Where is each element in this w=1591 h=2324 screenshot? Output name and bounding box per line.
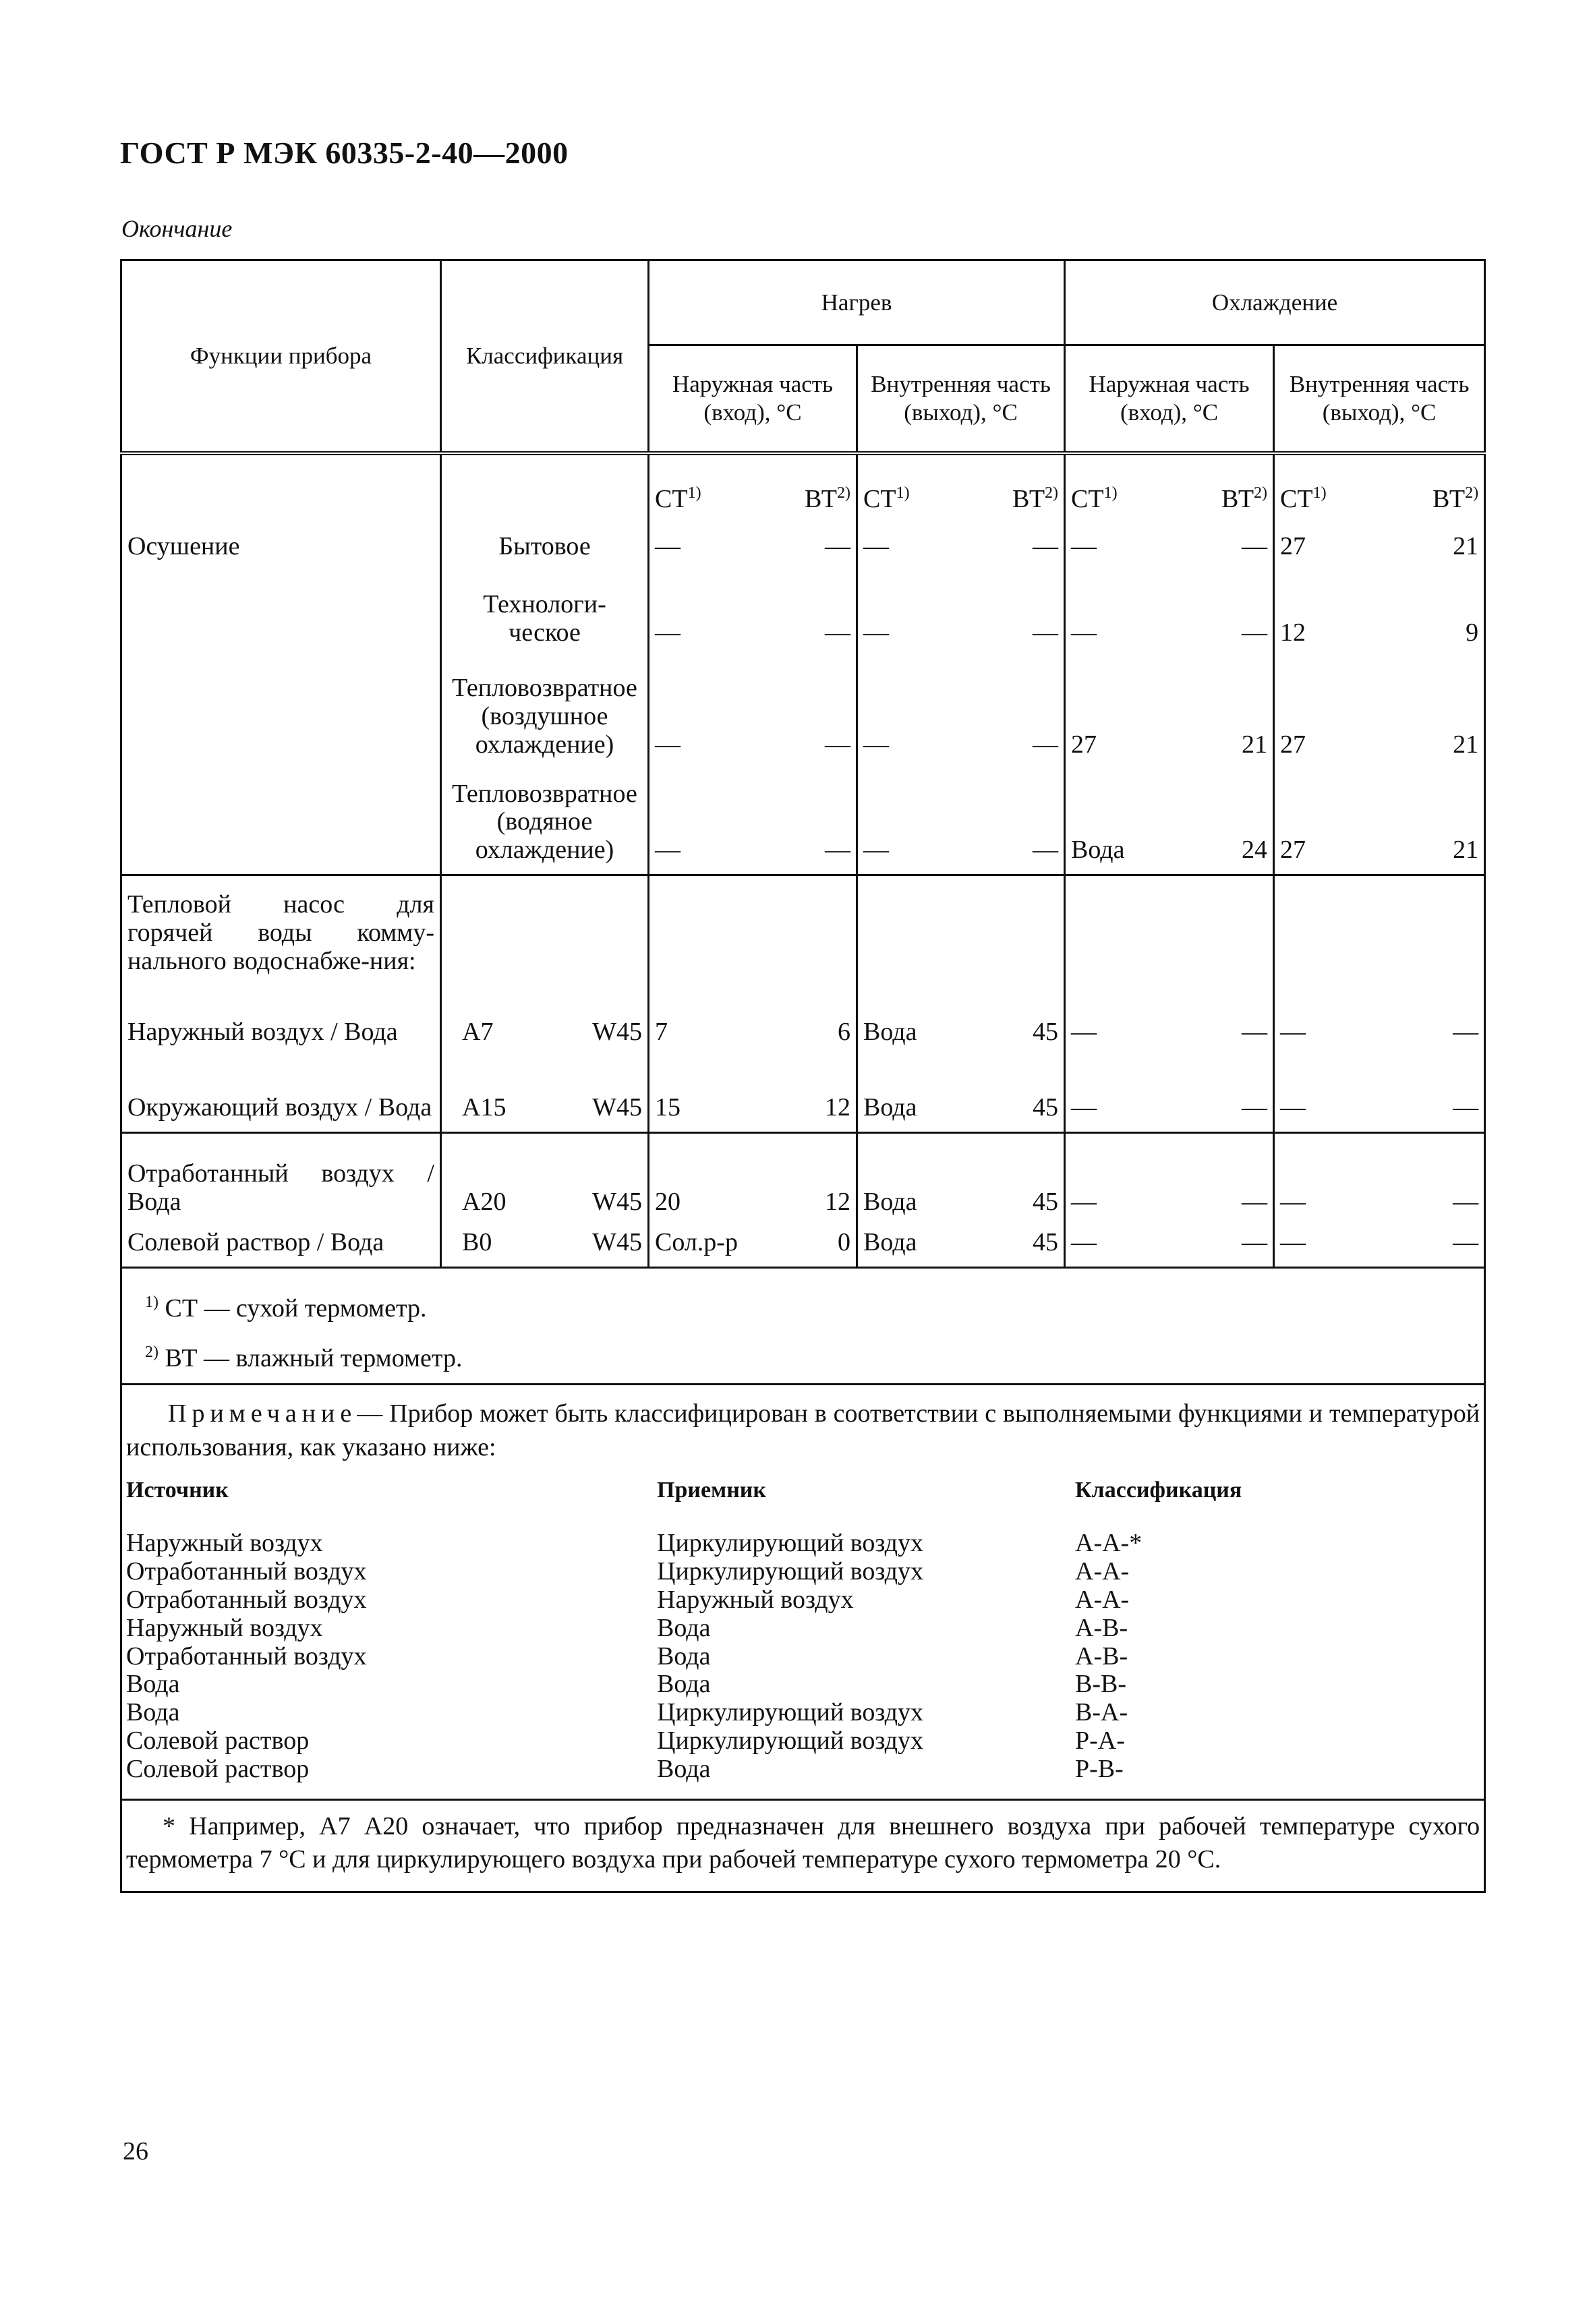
empty-cell <box>1274 875 1378 1004</box>
list-item: Солевой раствор <box>126 1754 310 1783</box>
wet-bulb-label: ВТ$^{2)}$ <box>1378 453 1485 514</box>
list-item: В-А- <box>1075 1698 1128 1727</box>
value-cell: 21 <box>1169 647 1274 759</box>
list-item: Вода <box>657 1754 711 1783</box>
dash: — <box>1169 1133 1274 1217</box>
column-classification: Классификация <box>1075 1477 1242 1503</box>
header-heating-indoor: Внутренняя часть (выход), °С <box>857 345 1065 453</box>
value-cell: 45 <box>961 1004 1065 1047</box>
value-cell: Вода <box>857 1133 961 1217</box>
list-item: Вода <box>657 1642 711 1671</box>
value-cell: Сол.р-р <box>649 1217 753 1268</box>
dash: — <box>961 561 1065 647</box>
classification-heat-recovery-air: Тепловозвратное (воздушное охлаждение) <box>441 647 649 759</box>
list-item: Вода <box>126 1670 180 1699</box>
heat-pump-row-name: Отработанный воздух / Вода <box>121 1133 441 1217</box>
value-cell: 12 <box>753 1047 857 1133</box>
dash: — <box>1274 1047 1378 1133</box>
dash: — <box>1169 1047 1274 1133</box>
empty-cell <box>753 875 857 1004</box>
list-item: Циркулирующий воздух <box>657 1726 923 1755</box>
wet-bulb-label: ВТ$^{2)}$ <box>961 453 1065 514</box>
heat-pump-row-name: Солевой раствор / Вода <box>121 1217 441 1268</box>
footnote-2: $^{2)}$ ВТ — влажный термометр. <box>145 1343 463 1373</box>
empty-cell <box>1169 875 1274 1004</box>
value-cell: 0 <box>753 1217 857 1268</box>
page-number: 26 <box>123 2137 148 2166</box>
dry-bulb-label: СТ$^{1)}$ <box>857 453 961 514</box>
list-item: Р-В- <box>1075 1754 1124 1783</box>
list-item: Р-А- <box>1075 1726 1125 1755</box>
value-cell: Вода <box>857 1004 961 1047</box>
value-cell: 9 <box>1378 561 1485 647</box>
list-item: Вода <box>657 1613 711 1642</box>
column-receiver: Приемник <box>657 1477 766 1503</box>
heat-pump-code-cell: А7 W45 <box>441 1004 649 1047</box>
list-item: Вода <box>126 1698 180 1727</box>
dash: — <box>649 647 753 759</box>
dash: — <box>649 514 753 561</box>
list-item: А-В- <box>1075 1613 1128 1642</box>
value-cell: 12 <box>753 1133 857 1217</box>
note-label: Примечание <box>168 1399 357 1428</box>
column-source: Источник <box>126 1477 229 1503</box>
drying-label: Осушение <box>121 514 441 561</box>
dash: — <box>1065 1133 1169 1217</box>
dash: — <box>1274 1217 1378 1268</box>
dry-bulb-label: СТ$^{1)}$ <box>649 453 753 514</box>
dash: — <box>1169 514 1274 561</box>
dash: — <box>753 647 857 759</box>
value-cell: 21 <box>1378 759 1485 875</box>
heat-pump-code-cell: В0 W45 <box>441 1217 649 1268</box>
classification-heat-recovery-water: Тепловозвратное (водяное охлаждение) <box>441 759 649 875</box>
value-cell: Вода <box>857 1217 961 1268</box>
value-cell: Вода <box>857 1047 961 1133</box>
note-text: — Прибор может быть классифицирован в соответствии с выполняемыми функциями и температурой использования, как указано ниже: <box>126 1399 1480 1461</box>
classification-technological: Технологи-ческое <box>441 561 649 647</box>
value-cell: 21 <box>1378 514 1485 561</box>
table-caption: Окончание <box>121 215 233 242</box>
footnotes <box>121 1268 1485 1385</box>
dash: — <box>1378 1217 1485 1268</box>
dash: — <box>857 514 961 561</box>
value-cell: 7 <box>649 1004 753 1047</box>
dash: — <box>1274 1133 1378 1217</box>
value-cell: Вода <box>1065 759 1169 875</box>
empty-cell <box>649 875 753 1004</box>
list-item: Циркулирующий воздух <box>657 1529 923 1558</box>
empty-cell <box>1378 875 1485 1004</box>
value-cell: 21 <box>1378 647 1485 759</box>
empty-cell <box>121 759 441 875</box>
header-classification: Классификация <box>441 260 649 453</box>
dash: — <box>857 647 961 759</box>
empty-cell <box>1065 875 1169 1004</box>
value-cell: 27 <box>1274 647 1378 759</box>
list-item: Отработанный воздух <box>126 1642 367 1671</box>
header-cooling: Охлаждение <box>1065 260 1485 345</box>
list-item: В-В- <box>1075 1670 1126 1699</box>
list-item: А-А-* <box>1075 1529 1142 1558</box>
value-cell: 24 <box>1169 759 1274 875</box>
note-paragraph <box>126 1397 1480 1464</box>
document-title: ГОСТ Р МЭК 60335-2-40—2000 <box>120 136 569 170</box>
empty-cell <box>441 875 649 1004</box>
dash: — <box>1274 1004 1378 1047</box>
dash: — <box>753 759 857 875</box>
list-item: Солевой раствор <box>126 1726 310 1755</box>
list-item: Циркулирующий воздух <box>657 1557 923 1586</box>
value-cell: 15 <box>649 1047 753 1133</box>
dry-bulb-label: СТ$^{1)}$ <box>1274 453 1378 514</box>
footnote-1: $^{1)}$ СТ — сухой термометр. <box>145 1294 427 1323</box>
dash: — <box>1378 1004 1485 1047</box>
dash: — <box>1065 561 1169 647</box>
header-functions: Функции прибора <box>121 260 441 453</box>
dash: — <box>649 561 753 647</box>
value-cell: 27 <box>1274 759 1378 875</box>
list-item: Отработанный воздух <box>126 1585 367 1614</box>
empty-cell <box>857 875 961 1004</box>
dash: — <box>1169 1217 1274 1268</box>
list-item: Отработанный воздух <box>126 1557 367 1586</box>
dash: — <box>857 759 961 875</box>
heat-pump-row-name: Окружающий воздух / Вода <box>121 1047 441 1133</box>
source-receiver-list <box>126 1464 1480 1784</box>
value-cell: 6 <box>753 1004 857 1047</box>
dash: — <box>1169 561 1274 647</box>
list-item: А-В- <box>1075 1642 1128 1671</box>
empty-cell <box>121 453 441 514</box>
value-cell: 45 <box>961 1133 1065 1217</box>
value-cell: 27 <box>1065 647 1169 759</box>
list-item: Наружный воздух <box>126 1613 323 1642</box>
value-cell: 12 <box>1274 561 1378 647</box>
dash: — <box>1065 514 1169 561</box>
asterisk-text: * Например, А7 А20 означает, что прибор предназначен для внешнего воздуха при рабочей температуре сухого термометра 7 °С и для циркулирующего воздуха при рабочей температуре сухого термометра 20 °С. <box>126 1811 1480 1873</box>
dash: — <box>1065 1047 1169 1133</box>
dash: — <box>961 514 1065 561</box>
classification-household: Бытовое <box>441 514 649 561</box>
dash: — <box>1065 1004 1169 1047</box>
wet-bulb-label: ВТ$^{2)}$ <box>1169 453 1274 514</box>
value-cell: 45 <box>961 1047 1065 1133</box>
empty-cell <box>961 875 1065 1004</box>
list-item: А-А- <box>1075 1557 1130 1586</box>
note-block <box>121 1385 1485 1799</box>
empty-cell <box>441 453 649 514</box>
value-cell: 20 <box>649 1133 753 1217</box>
heat-pump-code-cell: А20 W45 <box>441 1133 649 1217</box>
header-heating-outdoor: Наружная часть (вход), °С <box>649 345 857 453</box>
heat-pump-code-cell: А15 W45 <box>441 1047 649 1133</box>
dash: — <box>1169 1004 1274 1047</box>
header-cooling-outdoor: Наружная часть (вход), °С <box>1065 345 1274 453</box>
dash: — <box>857 561 961 647</box>
value-cell: 27 <box>1274 514 1378 561</box>
dry-bulb-label: СТ$^{1)}$ <box>1065 453 1169 514</box>
list-item: Наружный воздух <box>126 1529 323 1558</box>
dash: — <box>1065 1217 1169 1268</box>
heat-pump-row-name: Наружный воздух / Вода <box>121 1004 441 1047</box>
asterisk-note <box>121 1799 1485 1892</box>
header-heating: Нагрев <box>649 260 1065 345</box>
list-item: Наружный воздух <box>657 1585 854 1614</box>
value-cell: 45 <box>961 1217 1065 1268</box>
dash: — <box>961 647 1065 759</box>
classification-table <box>120 259 1486 1893</box>
heat-pump-title: Тепловой насос для горячей воды комму-нального водоснабже-ния: <box>121 875 441 1004</box>
dash: — <box>753 514 857 561</box>
list-item: А-А- <box>1075 1585 1130 1614</box>
empty-cell <box>121 561 441 647</box>
dash: — <box>649 759 753 875</box>
empty-cell <box>121 647 441 759</box>
dash: — <box>961 759 1065 875</box>
list-item: Вода <box>657 1670 711 1699</box>
list-item: Циркулирующий воздух <box>657 1698 923 1727</box>
wet-bulb-label: ВТ$^{2)}$ <box>753 453 857 514</box>
header-cooling-indoor: Внутренняя часть (выход), °С <box>1274 345 1485 453</box>
dash: — <box>1378 1133 1485 1217</box>
dash: — <box>753 561 857 647</box>
dash: — <box>1378 1047 1485 1133</box>
